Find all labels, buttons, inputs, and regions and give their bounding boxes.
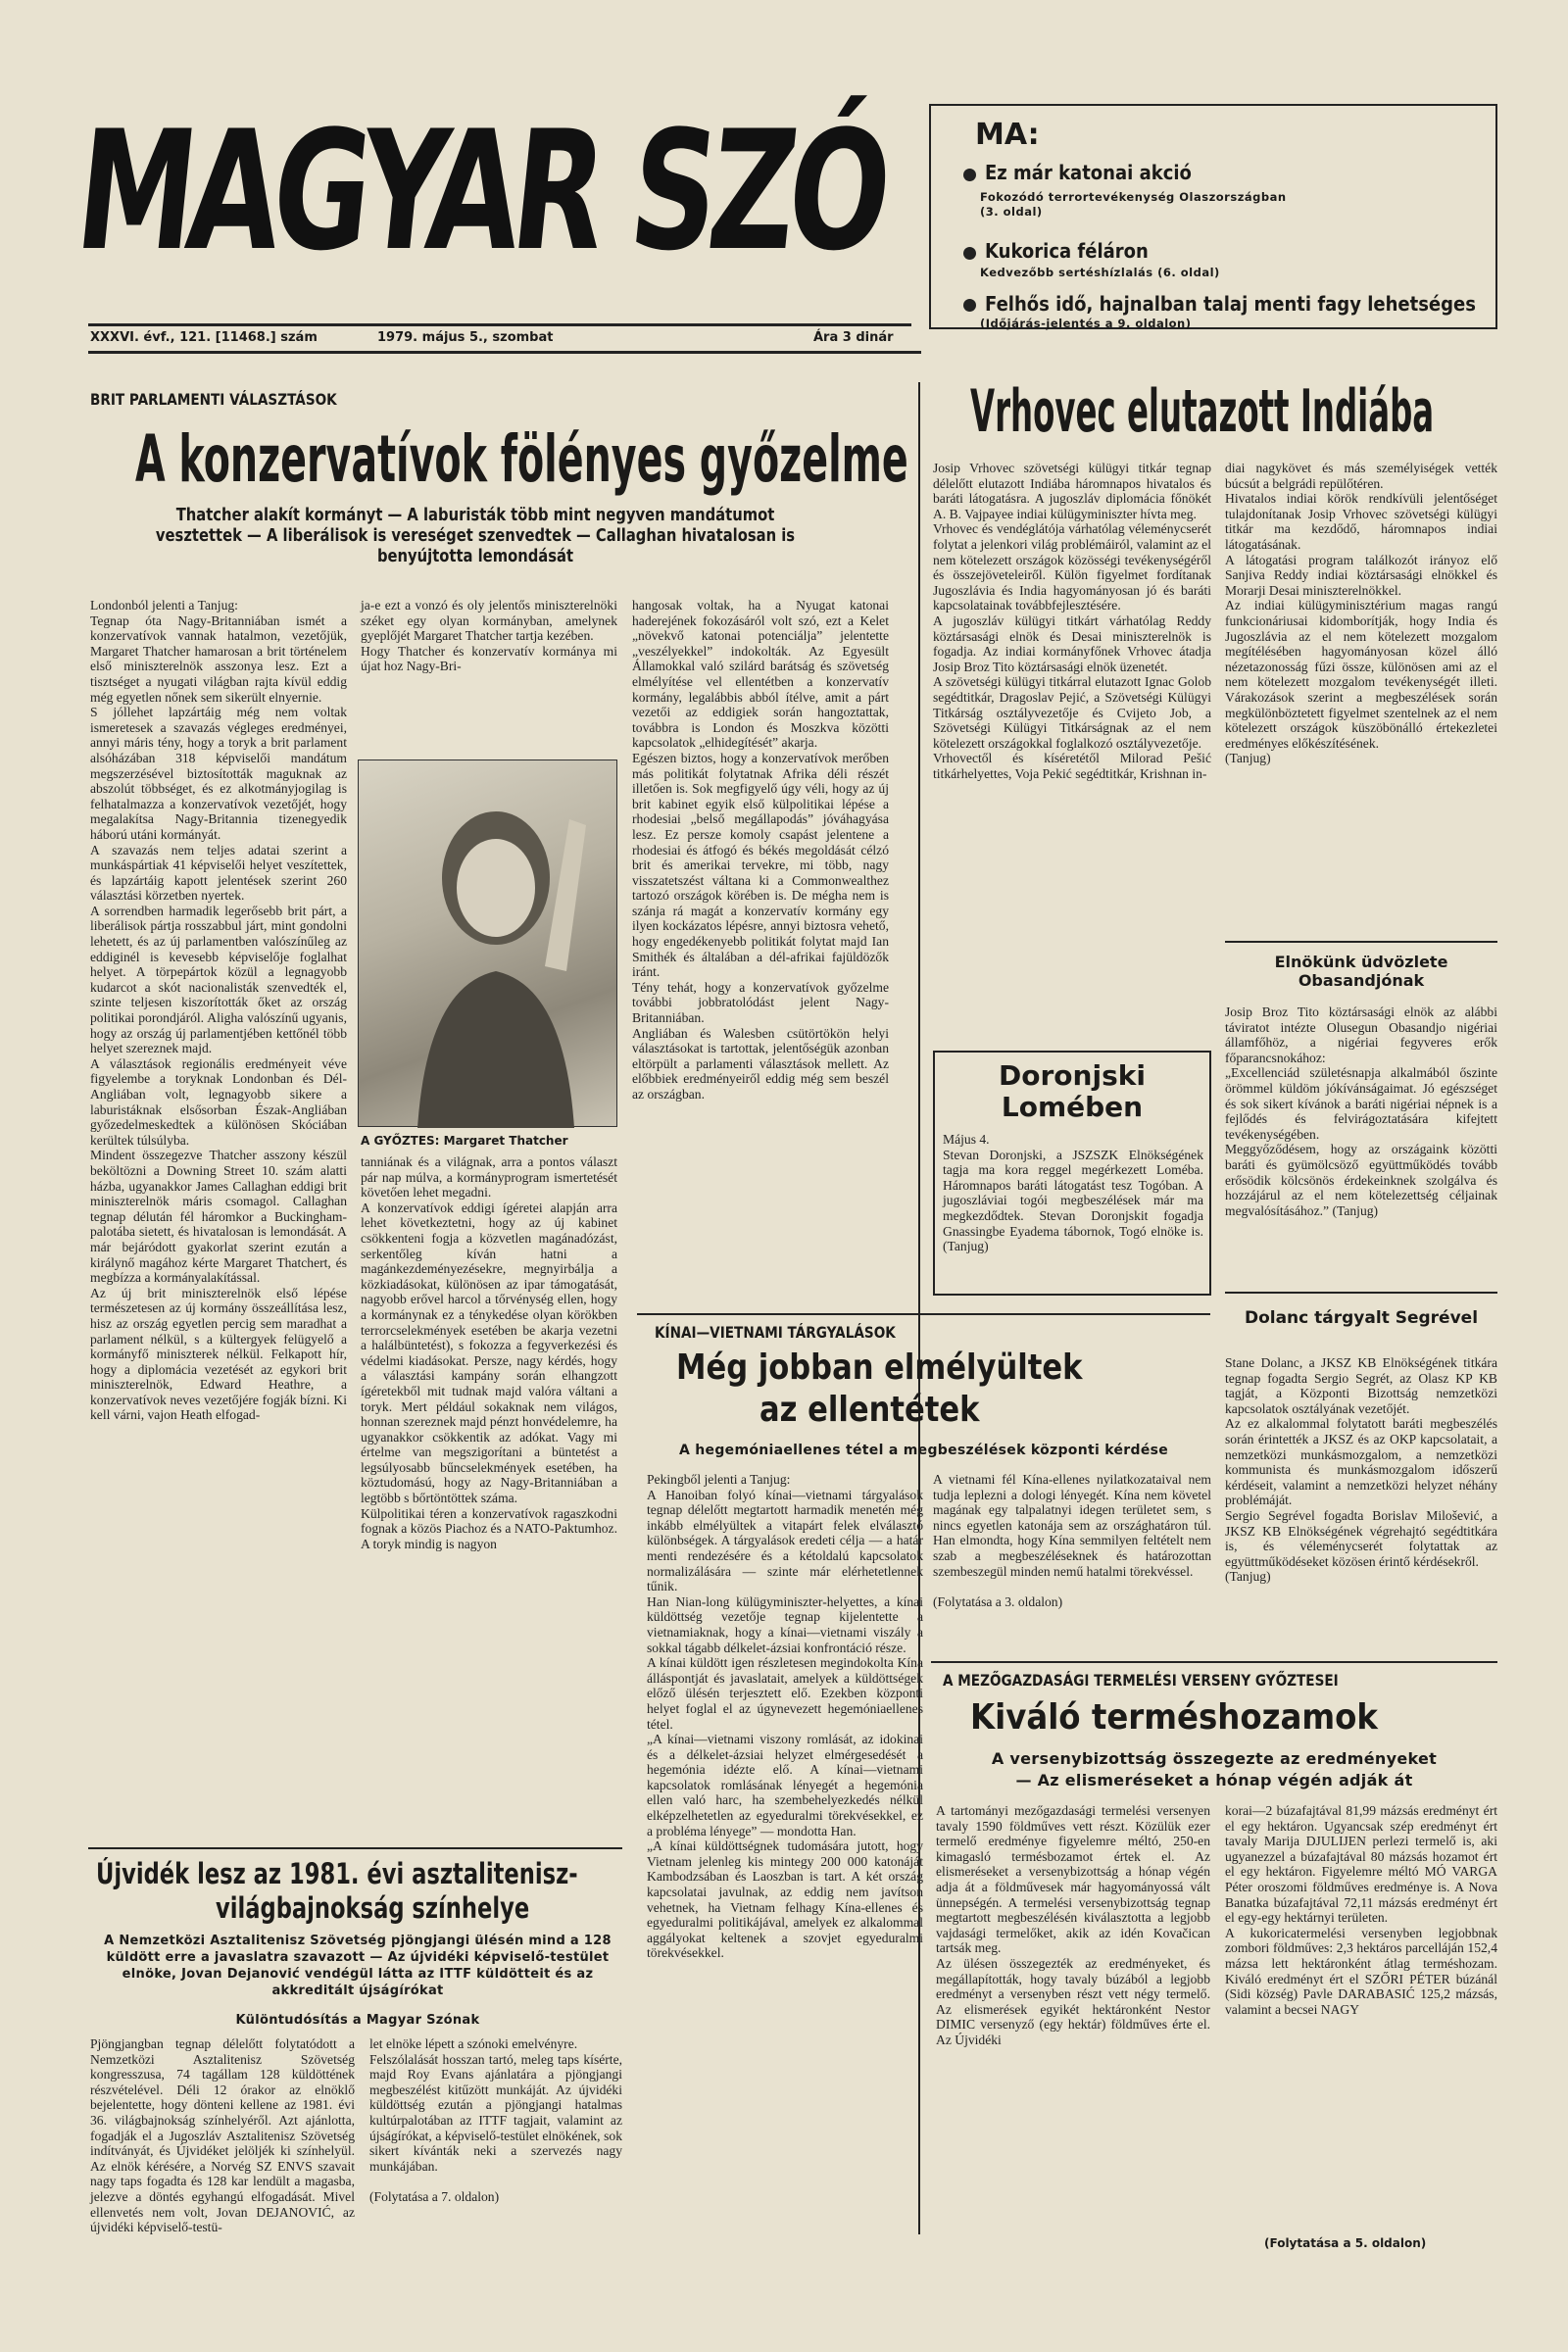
lead-kicker: BRIT PARLAMENTI VÁLASZTÁSOK: [90, 390, 337, 409]
issue-price: Ára 3 dinár: [813, 330, 894, 345]
india-headline[interactable]: Vrhovec elutazott Indiába: [970, 377, 1435, 446]
china-kicker: KÍNAI—VIETNAMI TÁRGYALÁSOK: [655, 1323, 896, 1342]
doronjski-headline[interactable]: Doronjski Lomében: [999, 1059, 1146, 1123]
issue-volume: XXXVI. évf., 121. [11468.] szám: [90, 330, 318, 345]
photo-caption: A GYŐZTES: Margaret Thatcher: [361, 1134, 568, 1148]
portrait-icon: [359, 760, 618, 1128]
masthead-title: MAGYAR SZÓ: [68, 95, 893, 287]
india-column-2: diai nagykövet és más személyiségek vették búcsút a belgrádi repülőtéren. Hivatalos indiai körök rendkívüli jelentőséget tulajdonítanak Josip Vrhovec szövetségi külügyi titkár ma kezdődő, háromnapos indiai látogatásának. A látogatási program találkozót irányoz elő Sanjiva Reddy indiai köztársasági elnökkel és Morarji Desai miniszterelnökkel. Az indiai külügyminisztérium magas rangú funkcionáriusai kidomborítják, hogy India és Jugoszlávia az el nem kötelezett mozgalom megítélésében hagyományosan közel álló nézetazonosság fűzi össze, különösen ami az el nem kötelezett mozgalom tevékenységét illeti. Várakozások szerint a megbeszélések során megkülönböztetett figyelmet szentelnek az el nem kötelezett országok küszöbönálló értekezletei eredményes előkészítésének. (Tanjug): [1225, 461, 1497, 766]
bullet-icon: [963, 169, 976, 181]
lead-subhead: Thatcher alakít kormányt — A laburisták több mint negyven mandátumot vesztettek — A liberálisok is vereséget szenvedtek — Callaghan hivatalosan is benyújtotta lemondását: [155, 505, 796, 566]
section-rule: [1225, 1292, 1497, 1294]
section-rule: [931, 1661, 1497, 1663]
obasanjo-headline[interactable]: Elnökünk üdvözlete Obasandjónak: [1274, 953, 1448, 990]
china-headline[interactable]: Még jobban elmélyültek: [676, 1348, 1083, 1388]
section-rule: [88, 1847, 622, 1849]
lead-column-3: hangosak voltak, ha a Nyugat katonai haderejének fokozásáról volt szó, ezt a Kelet „növekvő katonai potenciálja” jelentette „veszélyekkel” indokolták. Az Egyesült Államokkal való szilárd barátság és szövetség elmélyítése vel ellentétben a konzervatív kormány, legalábbis abból ítélve, amit a párt vezetői az eddigiek során hangoztattak, továbbra is London és Moszkva közötti kapcsolatok „elhidegítését” akarja. Egészen biztos, hogy a konzervatívok merőben más politikát folytatnak Afrika déli részét illetően is. Sok megfigyelő úgy véli, hogy az új brit kabinet egyik első külpolitikai lépése a rhodesiai „belső megállapodás” jóváhagyása lesz. Ez persze komoly csapást jelentene a rhodesiai és átfogó és békés megoldását célzó brit és amerikai tervekre, mi több, nagy visszatetszést váltana ki a Commonwealthez tartozó országok körében is. De mégha nem is szánja rá magát a konzervatív kormány egy ilyen kockázatos lépésre, annyi biztosra vehető, hogy engedékenyebb politikát folytat majd Ian Smithék és általában a dél-afrikai fajüldözők iránt. Tény tehát, hogy a konzervatívok győzelme további jobbratolódást jelent Nagy-Britanniában. Angliában és Walesben csütörtökön helyi választásokat is tartottak, jelentőségük azonban eltörpült a parlamenti választások mellett. Az előbbiek eredményeiről eddig még sem beszél az országban.: [632, 598, 889, 1102]
thatcher-photo: [358, 760, 617, 1127]
pingpong-byline: Különtudósítás a Magyar Szónak: [235, 2013, 480, 2028]
pingpong-headline[interactable]: Újvidék lesz az 1981. évi asztalitenisz-: [96, 1857, 578, 1890]
section-rule: [637, 1313, 1210, 1315]
lead-column-2: ja-e ezt a vonzó és oly jelentős miniszterelnöki széket egy olyan kormányban, amelynek gyeplőjét Margaret Thatcher tartja kezében. Hogy Thatcher és konzervatív kormánya mi újat hoz Nagy-Bri-: [361, 598, 617, 674]
doronjski-body: Május 4. Stevan Doronjski, a JSZSZK Elnökségének tagja ma kora reggel megérkezett Loméba. Háromnapos baráti látogatást tesz Togóban. A jugoszláviai togói megbeszélések már ma megkezdődtek. Stevan Doronjskit fogadja Gnassingbe Eyadema tábornok, Togó elnöke is. (Tanjug): [943, 1132, 1203, 1254]
agri-column-1: A tartományi mezőgazdasági termelési versenyen tavaly 1590 földműves vett részt. Közülük ezer termelő eredménye figyelemre méltó, 250-en kimagasló termésbozamot értek el. Az elismeréseket a versenybizottság a hónap végén adja át a földművesek már hagyományossá vált ünnepségén. A termelési versenybizottság tegnap megtartott megbeszélésén kiválasztotta a legjobb vajdasági termelőket, akik az idén Kovačican tartsák meg. Az ülésen összegezték az eredményeket, és megállapították, hogy tavaly búzából a legjobb eredményt a versenyben részt vett négy termelő. Az elismerések egyikét hektáronként Nestor DIMIC versenyző (egy hektár) földműves érte el. Az Újvidéki: [936, 1803, 1210, 2047]
china-headline[interactable]: az ellentétek: [760, 1390, 980, 1430]
pingpong-column-2: let elnöke lépett a szónoki emelvényre. Felszólalását hosszan tartó, meleg taps kísérte, majd Roy Evans ajánlatára a pjöngjangi megbeszélést kitűzött munkáját. Az újvidéki küldöttség ezután a pjöngjangi hatalmas kultúrpalotában az ITTF tagjait, valamint az újságírókat, a képviselő-testület elnökének, sok sikert kívánták neki a szervezés nagy munkájában. (Folytatása a 7. oldalon): [369, 2036, 622, 2204]
agri-continued: (Folytatása a 5. oldalon): [1264, 2236, 1427, 2250]
agri-kicker: A MEZŐGAZDASÁGI TERMELÉSI VERSENY GYŐZTESEI: [943, 1671, 1339, 1690]
dolanc-headline[interactable]: Dolanc tárgyalt Segrével: [1244, 1308, 1479, 1328]
issue-date: 1979. május 5., szombat: [377, 330, 554, 345]
china-deck: A hegemóniaellenes tétel a megbeszélések központi kérdése: [678, 1443, 1169, 1458]
lead-column-1: Londonból jelenti a Tanjug: Tegnap óta Nagy-Britanniában ismét a konzervatívok vannak hatalmon, vezetőjük, Margaret Thatcher hamarosan a brit történelem első miniszterelnök asszonya lesz. Ezt a tisztséget a nyugati világban rajta kívül eddig még egyetlen nőnek sem sikerült elnyernie. S jóllehet lapzártáig még nem voltak ismeretesek a szavazás végleges eredményei, annyi máris tény, hogy a toryk a brit parlament alsóházában 318 képviselői mandátum megszerzésével biztosították maguknak az abszolút többséget, és ez alkotmányjogilag is felhatalmazza a konzervatívok vezetőjét, hogy megalakítsa Nagy-Britannia tizenegyedik háború utáni kormányát. A szavazás nem teljes adatai szerint a munkáspártiak 41 képviselői helyet veszítettek, és lapzártáig kapott jelentések szerint 260 választási körzetben nyertek. A sorrendben harmadik legerősebb brit párt, a liberálisok pártja rosszabbul járt, mint gondolni lehetett, és az új parlamentben valószínűleg az eddiginél is kevesebb képviselője foglalhat helyet. A törpepártok közül a legnagyobb kudarcot a skót nacionalisták szenvedték el, szinte teljesen kiszorították őket az ország politikai porondjáról. Aligha valószínű ugyanis, hogy az ország új parlamentjében kettőnél több helyet szereznek majd. A választások regionális eredményeit véve figyelembe a toryknak Londonban és Dél-Angliában volt, legnagyobb sikere a laburistáknak elsősorban Észak-Angliában győzedelmeskedtek a különösen Skóciában kerültek túlsúlyba. Mindent összegezve Thatcher asszony készül beköltözni a Downing Street 10. szám alatti házba, ugyanakkor James Callaghan eddigi brit miniszterelnök máris csomagol. Callaghan tegnap délután fél háromkor a Buckingham-palotába sietett, és hivatalosan is lemondását. A már bejáródott gyakorlat szerint ezután a királynő magához kérte Margaret Thatchert, és megbízza a kormányalakítással. Az új brit miniszterelnök első lépése természetesen az új kormány összeállítása lesz, hisz az ország egyetlen percig sem maradhat a parlament nélkül, s a kültergyek felügyelő a kormányfő miniszterek nélkül. Felkapott hír, hogy a diplomácia vezetését az egykori brit miniszterelnök, Edward Heathre, a konzervatívok neves vezetőjére fogják bízni. Ki kell várni, vajon Heath elfogad-: [90, 598, 347, 1423]
bullet-icon: [963, 299, 976, 312]
teaser-sub: (3. oldal): [980, 205, 1043, 219]
teaser-sub: (Időjárás-jelentés a 9. oldalon): [980, 317, 1192, 330]
pingpong-column-1: Pjöngjangban tegnap délelőtt folytatódott a Nemzetközi Asztalitenisz Szövetség kongresszusa, 74 tagállam 128 küldöttének részvételével. Déli 12 órakor az elnöklő bejelentette, hogy dönteni kellene az 1981. évi 36. világbajnokság színhelyéről. Azt ajánlotta, fogadják el a Jugoszláv Asztalitenisz Szövetség indítványát, és Újvidéket jelöljék ki színhelyül. Az elnök kérésére, a Norvég SZ ENVS szavait nagy taps fogadta és 128 kar lendült a magasba, jelezve a döntés egyhangú elfogadását. Mivel ellenvetés nem volt, Jovan DEJANOVIĆ, az újvidéki képviselő-testü-: [90, 2036, 355, 2235]
today-box-title: MA:: [975, 118, 1040, 152]
teaser-sub: Kedvezőbb sertéshízlalás (6. oldal): [980, 266, 1220, 279]
lead-column-2b: tanniának és a világnak, arra a pontos választ pár nap múlva, a kormányprogram ismertetését követően lehet megadni. A konzervatívok eddigi ígéretei alapján arra lehet következtetni, hogy az új kabinet csökkenteni fogja a közvetlen magánadózást, serkentőleg kíván hatni a magánkezdeményezésekre, megnyirbálja a közkiadásokat, különösen az ipar támogatását, nagyobb erővel harcol a tőrvénység ellen, hogy a kormánynak ez a ténykedése olyan körökben terrorcselekmények esetében be akarja vezetni a halálbüntetést), s fokozza a fegyverkezési és védelmi kiadásokat. Persze, nagy kérdés, hogy a választási kampány során elhangzott ígéretekből mit tudnak majd valóra váltani a toryk. Mert például sokaknak nem világos, honnan szereznek majd pénzt honvédelemre, ha ugyanakkor csökkentik az adókat. Vagy mi értelme van megszigorítani a büntetést a legsúlyosabb bűncselekmények esetében, ha köztudomású, hogy az Nagy-Britanniában a legtöbb s bőrtöntöttek száma. Külpolitikai téren a konzervatívok ragaszkodni fognak a közös Piachoz és a NATO-Paktumhoz. A toryk mindig is nagyon: [361, 1154, 617, 1551]
section-rule: [1225, 941, 1497, 943]
teaser-headline[interactable]: Ez már katonai akció: [985, 161, 1192, 184]
bullet-icon: [963, 247, 976, 260]
agri-deck: — Az elismeréseket a hónap végén adják át: [1015, 1771, 1413, 1789]
masthead-rule: [88, 323, 911, 326]
china-column-1: Pekingből jelenti a Tanjug: A Hanoiban folyó kínai—vietnami tárgyalások tegnap délelőtt megtartott harmadik menetén még inkább elmélyültek a vitapárt felek elválasztó különbségek. A tárgyalások eredeti célja — a határ menti rendezésére és a kétoldalú kapcsolatok normalizálására — szinte már elérhetetlennek tűnik. Han Nian-long külügyminiszter-helyettes, a kínai küldöttség vezetője tegnap kijelentette a vietnamiaknak, hogy a kínai—vietnami viszály a sokkal tágabb délkelet-ázsiai konfrontáció része. A kínai küldött igen részletesen megindokolta Kína álláspontját és javaslatait, amelyek a küldöttségek előző ülésén terjesztett elő. Ezekben központi helyet foglal el az úgynevezett hegemóniaellenes tétel. „A kínai—vietnami viszony romlását, az idokinai és a délkelet-ázsiai helyzet elmérgesedését a hegemónia idézte elő. A kínai—vietnami kapcsolatok romlásának lényegét a hegemónia ellen való harc, ha szembehelyezkedés nélkül elképzelhetetlen az egyeduralmi törekvésekkel, ez a probléma lényege” — mondotta Han. „A kínai küldöttségnek tudomására jutott, hogy Vietnam jelenleg kis mintegy 200 000 katonáját Kambodzsában és Laoszban is tart. A két ország kapcsolatai javulnak, az eddig nem javítson vehetnek, ha Vietnam felhagy Kína-ellenes és egyeduralmi politikájával, amelyek ez alkalommal aggályokat keltenek a szovjet egyeduralmi törekvésekkel.: [647, 1472, 923, 1961]
masthead-bottom-rule: [88, 351, 921, 354]
agri-deck: A versenybizottság összegezte az eredményeket: [991, 1749, 1438, 1768]
obasanjo-body: Josip Broz Tito köztársasági elnök az alábbi táviratot intézte Olusegun Obasandjo nigériai államfőhöz, a nigériai fegyveres erők főparancsnokához: „Excellenciád születésnapja alkalmából őszinte örömmel küldöm jókívánságaimat. Jó egészséget és sok sikert kívánok a baráti nigériai népnek is a fejlődés és felvirágoztatására kifejtett tevékenységében. Meggyőződésem, hogy az országaink közötti baráti és gyümölcsöző együttműködés tovább erősödik kölcsönös érdekeinknek szolgálva és hozzájárul az el nem kötelezettség céljainak megvalósításához.” (Tanjug): [1225, 1004, 1497, 1218]
teaser-sub: Fokozódó terrortevékenység Olaszországban: [980, 190, 1287, 204]
lead-headline[interactable]: A konzervatívok fölényes győzelme: [135, 421, 908, 497]
agri-column-2: korai—2 búzafajtával 81,99 mázsás eredményt ért el egy hektáron. Ugyancsak szép eredményt ért tavaly Marija DJULIJEN perlezi termelő is, aki ugyanezzel a búzafajtával 80 mázsás hozamot ért el egy hektáron. Figyelemre méltó MÓ VARGA Péter oroszomi földműves eredménye is. A Nova Banatka búzafajtával 72,11 mázsás eredményt ért el egy-egy hektárnyi területen. A kukoricatermelési versenyben legjobbnak zombori földműves: 2,3 hektáros parcelláján 152,4 mázsa lett hektáronként átlag terméshozam. Kiváló eredményt ért el SZŐRI PÉTER búzánál (Sidi község) Pavle DARABASIĆ 125,2 mázsás, valamint a becsei NAGY: [1225, 1803, 1497, 2017]
agri-headline[interactable]: Kiváló terméshozamok: [970, 1697, 1378, 1738]
dolanc-body: Stane Dolanc, a JKSZ KB Elnökségének titkára tegnap fogadta Sergio Segrét, az Olasz KP KB tagját, a Központi Bizottság nemzetközi kapcsolatok osztályának vezetőjét. Az ez alkalommal folytatott baráti megbeszélés során érintették a JKSZ és az OKP kapcsolatait, a nemzetközi munkásmozgalom, a nemzetközi kommunista és munkásmozgalom időszerű kérdéseit, valamint a nemzetközi helyzet néhány problémáját. Sergio Segrével fogadta Borislav Milošević, a JKSZ KB Elnökségének végrehajtó segédtitkára is, és véleménycserét folytattak az együttműködéseket közösen érintő kérdésekről. (Tanjug): [1225, 1355, 1497, 1585]
china-column-2: A vietnami fél Kína-ellenes nyilatkozataival nem tudja leplezni a dologi lényegét. Kína nem követel magának egy talpalatnyi idegen területet sem, s nincs egyetlen katonája sem az országhatáron túl. Han elmondta, hogy Kína semmilyen feltételt nem szab a megbeszéléseknek és határozottan szembeszegül minden nemű hatalmi törekvéssel. (Folytatása a 3. oldalon): [933, 1472, 1211, 1609]
india-column-1: Josip Vrhovec szövetségi külügyi titkár tegnap délelőtt elutazott Indiába háromnapos hivatalos és baráti látogatásra. A jugoszláv diplomácia főnökét A. B. Vajpayee indiai külügyminiszter hívta meg. Vrhovec és vendéglátója várhatólag véleménycserét folytat a jelenkori világ problémáiról, valamint az el nem kötelezett országok közösségi tevékenységéről és összejöveteleiről. Külön figyelmet fordítanak Jugoszlávia és India hagyományosan jó és baráti kapcsolatainak továbbfejlesztésére. A jugoszláv külügyi titkárt várhatólag Reddy köztársasági elnök és Desai miniszterelnök is fogadja. Az indiai kormányfőnek Vrhovec átadja Josip Broz Tito köztársasági elnök üzenetét. A szövetségi külügyi titkárral elutazott Ignac Golob segédtitkár, Dragoslav Pejić, a Szövetségi Külügyi Titkárság osztályvezetője és Cvijeto Job, a Szövetségi Külügyi Titkárságnak az el nem kötelezett országokkal foglalkozó osztályvezetője. Vrhovectől és kíséretétől Milorad Pešić titkárhelyettes, Voja Pekić segédtitkár, Krishnan in-: [933, 461, 1211, 781]
pingpong-headline[interactable]: világbajnokság színhelye: [216, 1891, 530, 1925]
pingpong-deck: A Nemzetközi Asztalitenisz Szövetség pjöngjangi ülésén mind a 128 küldött erre a javaslatra szavazott — Az újvidéki képviselő-testület elnöke, Jovan Dejanović vendégül látta az ITTF küldötteit és az akkreditált újságírókat: [104, 1934, 612, 1998]
teaser-headline[interactable]: Felhős idő, hajnalban talaj menti fagy lehetséges: [985, 292, 1476, 316]
teaser-headline[interactable]: Kukorica féláron: [985, 239, 1149, 263]
